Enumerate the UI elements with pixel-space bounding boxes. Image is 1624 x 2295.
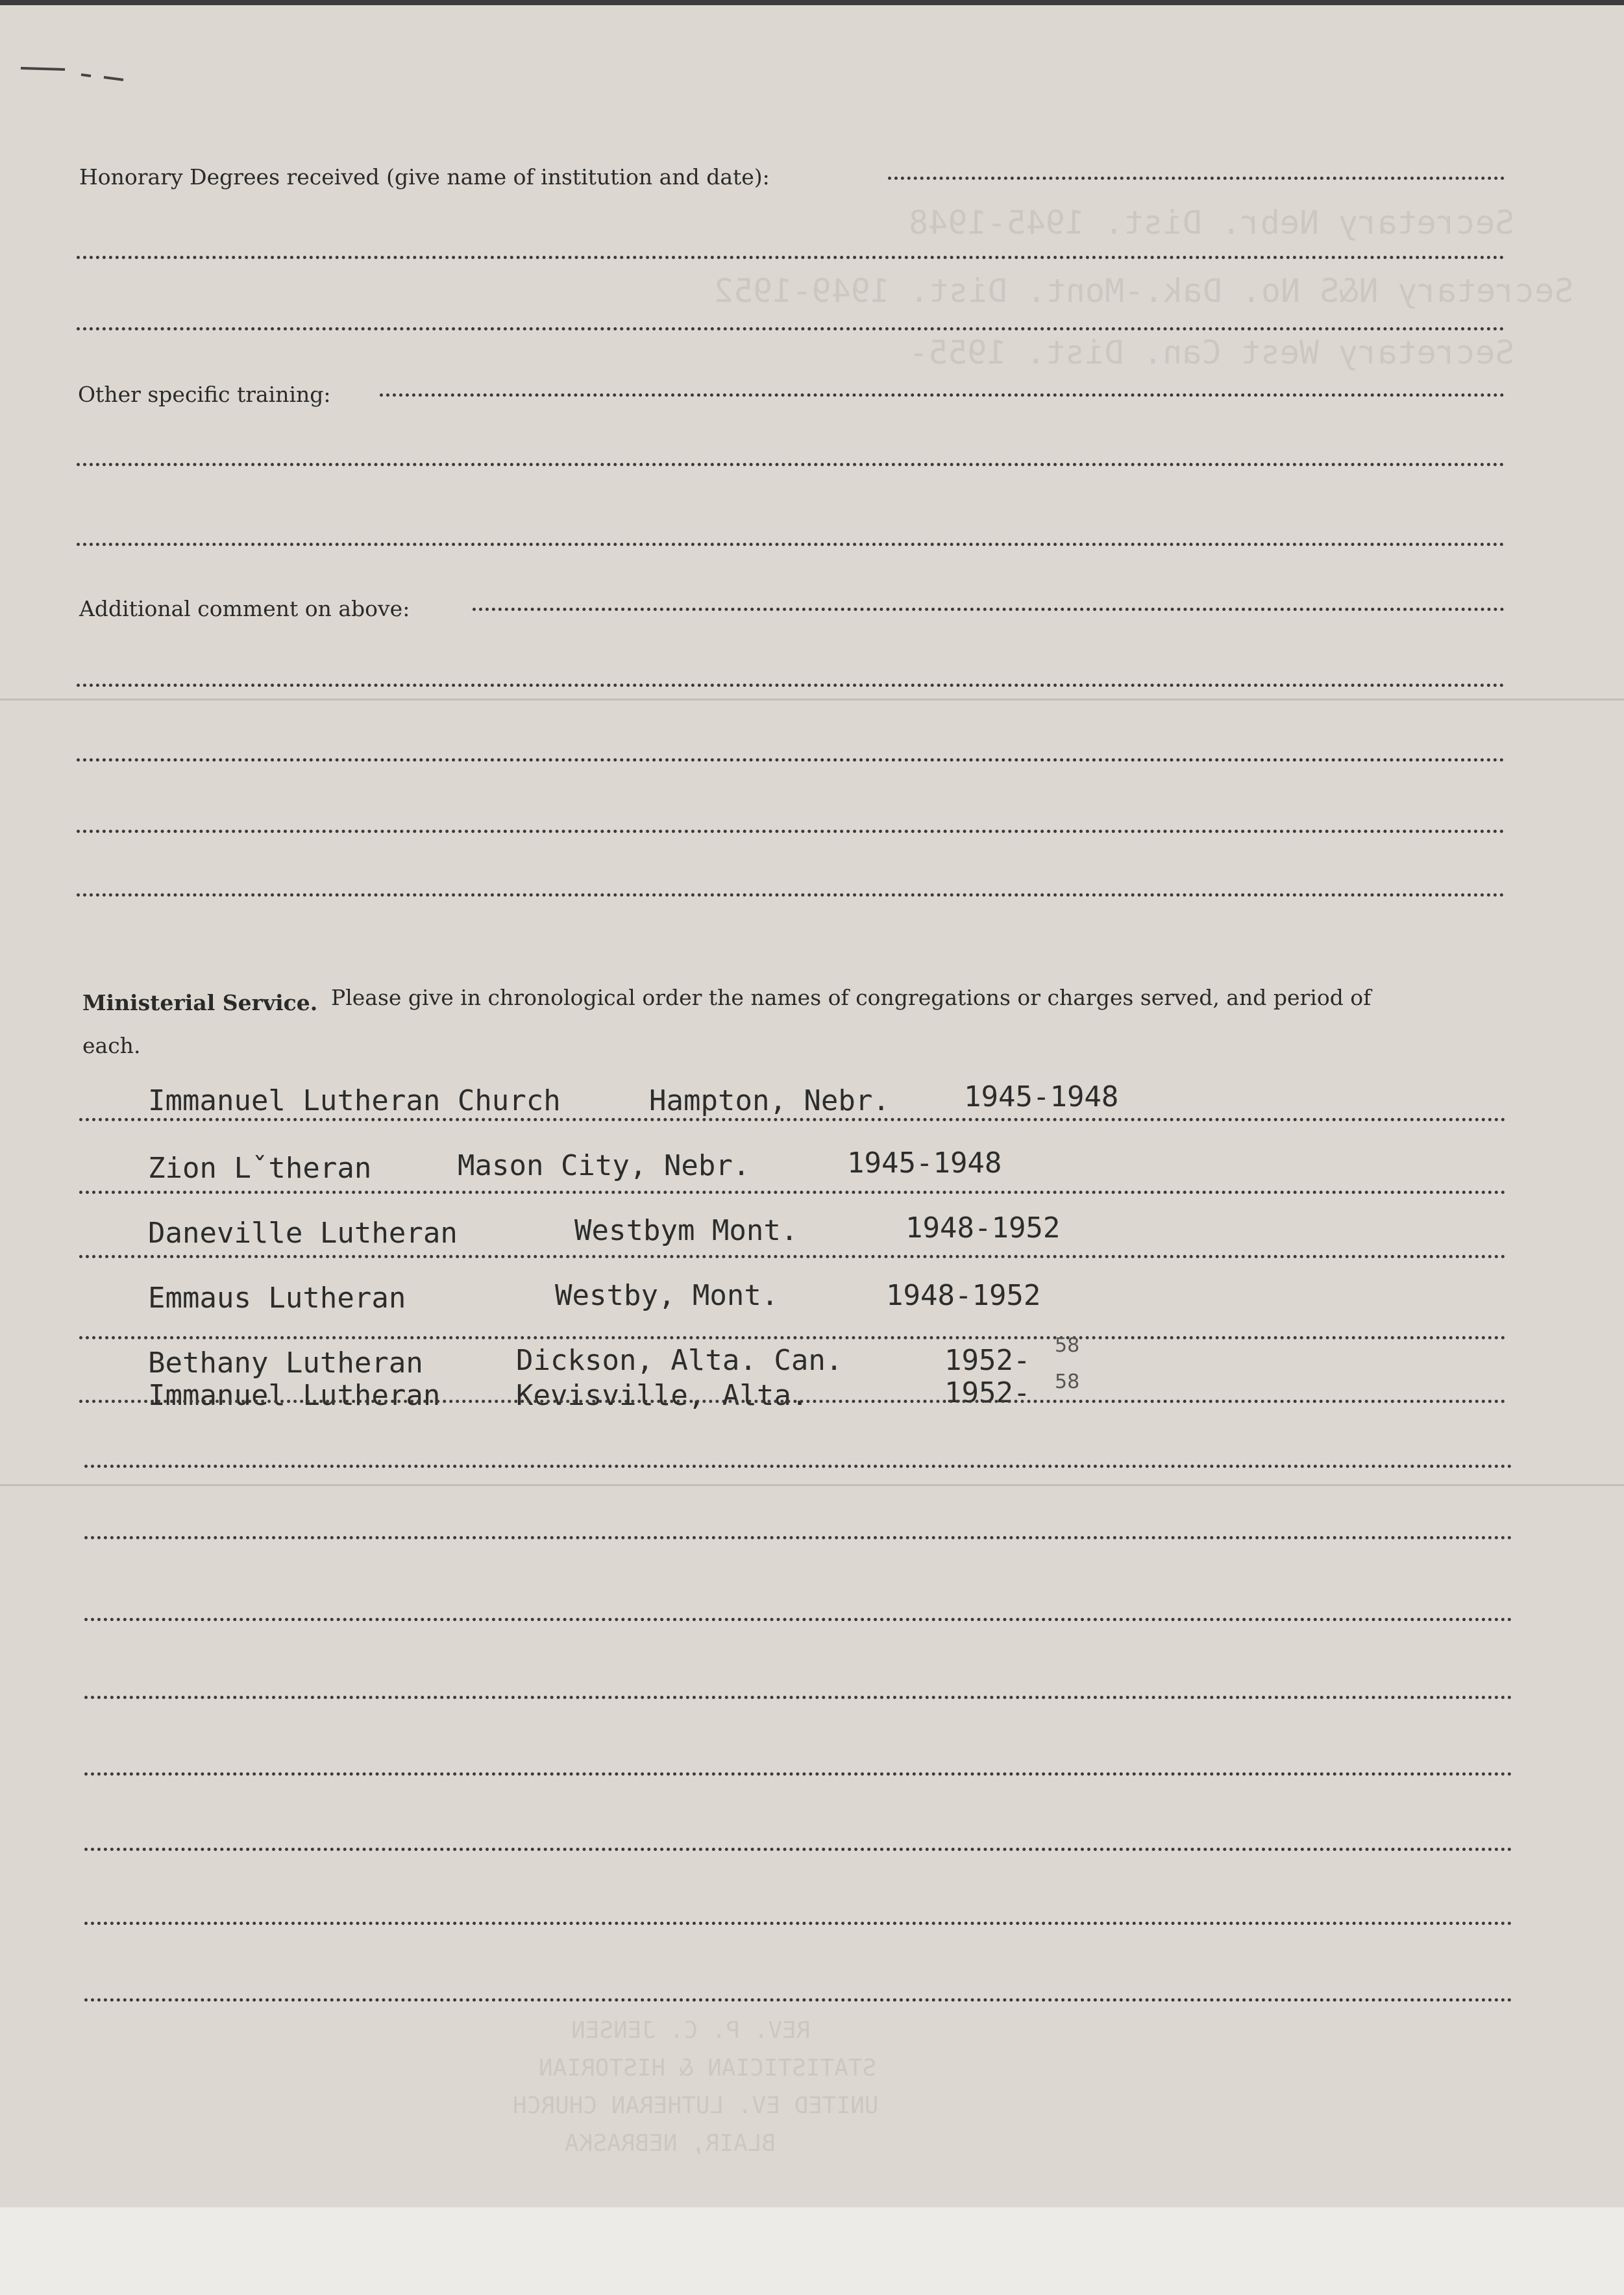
service-years: 1945-1948 [964,1080,1119,1113]
fill-line [77,543,1505,546]
handwritten-note: 58 [1055,1371,1080,1393]
ministerial-heading-bold: Ministerial Service. [82,990,318,1015]
ministerial-service-heading [82,992,317,1013]
service-place: Westbym Mont. [574,1214,798,1247]
service-years: 1948-1952 [905,1211,1061,1245]
fill-line [84,1772,1512,1776]
fill-line [77,684,1505,687]
handwritten-note: 58 [1055,1334,1080,1357]
fold-line [0,1484,1624,1486]
fill-line [79,1255,1506,1258]
bleed-through-stamp: STATISTICIAN & HISTORIAN [539,2055,877,2081]
fill-line [79,1336,1506,1339]
service-church: Emmaus Lutheran [148,1282,406,1315]
other-training-label: Other specific training: [78,382,331,407]
fill-line [77,893,1505,897]
fill-line [77,463,1505,466]
service-years: 1952- [944,1344,1031,1377]
service-years: 1948-1952 [886,1279,1041,1312]
fill-line [84,1848,1512,1851]
fill-line [380,393,1505,397]
additional-comment-label: Additional comment on above: [79,596,410,621]
fill-line [79,1191,1506,1194]
fold-line [0,699,1624,701]
fill-line [77,256,1505,259]
service-church: Immanuel Lutheran Church [148,1084,561,1117]
fill-line [84,1465,1512,1468]
bleed-through-text: Secretary West Can. Dist. 1955- [909,334,1515,371]
fill-line [84,1536,1512,1539]
bleed-through-stamp: UNITED EV. LUTHERAN CHURCH [513,2092,879,2119]
fill-line [79,1118,1506,1121]
fill-line [77,758,1505,762]
service-place: Mason City, Nebr. [458,1149,750,1182]
bleed-through-text: Secretary N&S No. Dak.-Mont. Dist. 1949-1952 [714,272,1574,310]
fill-line [84,1618,1512,1621]
service-church: Immanuel Lutheran [148,1379,441,1412]
honorary-degrees-label: Honorary Degrees received (give name of institution and date): [79,164,770,190]
fill-line [84,1696,1512,1699]
service-place: Dickson, Alta. Can. [516,1344,843,1377]
scan-margin [0,2207,1624,2295]
bleed-through-stamp: BLAIR, NEBRASKA [565,2130,776,2157]
service-place: Hampton, Nebr. [649,1084,890,1117]
pen-mark-icon [19,60,130,86]
fill-line [888,177,1505,180]
service-church: Bethany Lutheran [148,1346,423,1380]
fill-line [77,327,1505,330]
service-church: Daneville Lutheran [148,1217,458,1250]
service-years: 1952- [944,1376,1031,1409]
fill-line [84,1998,1512,2002]
service-place: Westby, Mont. [555,1279,779,1312]
ministerial-instruction-cont: each. [82,1033,141,1058]
fill-line [79,1400,1506,1403]
fill-line [77,830,1505,833]
bleed-through-stamp: REV. P. C. JENSEN [571,2017,811,2044]
ministerial-instruction: Please give in chronological order the names of congregations or charges served, and period of [331,985,1372,1010]
bleed-through-text: Secretary Nebr. Dist. 1945-1948 [909,204,1515,242]
fill-line [84,1922,1512,1925]
service-church: Zion Lˇtheran [148,1152,372,1185]
service-years: 1945-1948 [847,1147,1002,1180]
fill-line [473,608,1505,611]
service-place: Kevisville, Alta. [516,1379,809,1412]
